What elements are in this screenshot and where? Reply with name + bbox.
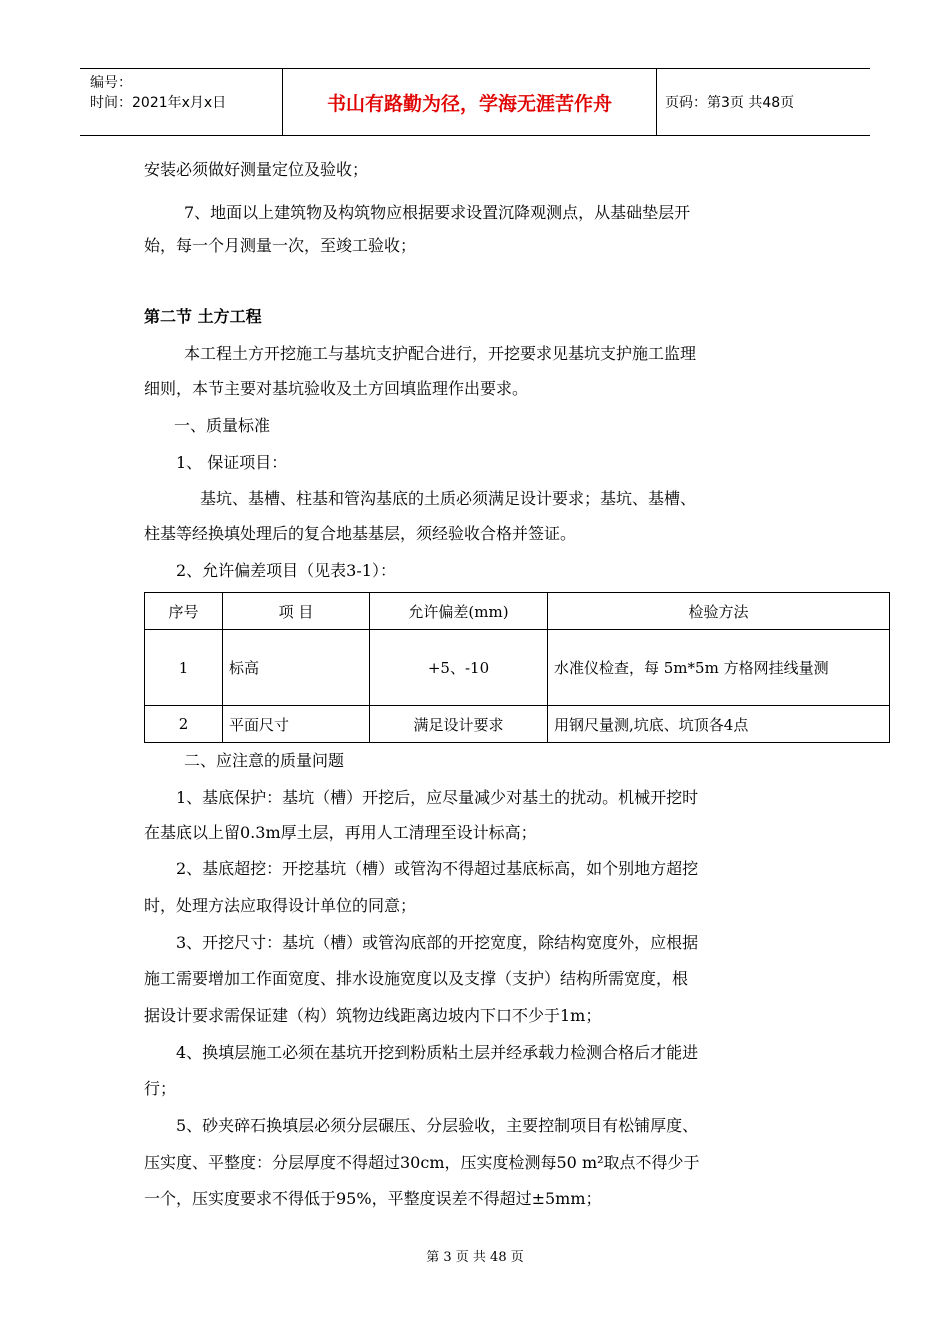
document-number-label: 编号：: [90, 75, 132, 91]
issue-3-line-1: 3、开挖尺寸：基坑（槽）或管沟底部的开挖宽度，除结构宽度外，应根据: [176, 933, 699, 952]
tolerance-heading: 2、允许偏差项目（见表3-1）：: [176, 561, 396, 580]
page-header: [80, 68, 870, 136]
issue-4-line-2: 行；: [144, 1079, 177, 1098]
issue-5-line-1: 5、砂夹碎石换填层必须分层碾压、分层验收，主要控制项目有松铺厚度、: [176, 1116, 699, 1135]
table-header-cell: 序号: [145, 593, 223, 630]
issue-4-line-1: 4、换填层施工必须在基坑开挖到粉质粘土层并经承载力检测合格后才能进: [176, 1043, 699, 1062]
table-cell: 平面尺寸: [223, 706, 370, 743]
paragraph-line: 安装必须做好测量定位及验收；: [144, 160, 369, 179]
issue-2-line-1: 2、基底超挖：开挖基坑（槽）或管沟不得超过基底标高，如个别地方超挖: [176, 859, 699, 878]
table-header-row: [145, 593, 890, 630]
table-header-cell: 允许偏差(mm): [370, 593, 548, 630]
table-cell: 1: [145, 630, 223, 706]
header-motto: 书山有路勤为径，学海无涯苦作舟: [283, 69, 657, 135]
table-cell: 用钢尺量测,坑底、坑顶各4点: [548, 706, 890, 743]
header-page-info: 页码：第3页 共48页: [665, 95, 795, 111]
table-header-cell: 项 目: [223, 593, 370, 630]
table-cell: 标高: [223, 630, 370, 706]
tolerance-table: [144, 592, 890, 743]
document-date-label: 时间：2021年x月x日: [90, 95, 227, 111]
issue-1-line-2: 在基底以上留0.3m厚土层，再用人工清理至设计标高；: [144, 823, 537, 842]
header-meta: [80, 69, 283, 135]
item-7-line-1: 7、地面以上建筑物及构筑物应根据要求设置沉降观测点，从基础垫层开: [184, 203, 691, 222]
issue-3-line-3: 据设计要求需保证建（构）筑物边线距离边坡内下口不少于1m；: [144, 1006, 602, 1025]
intro-line-2: 细则，本节主要对基坑验收及土方回填监理作出要求。: [144, 379, 529, 398]
intro-line-1: 本工程土方开挖施工与基坑支护配合进行，开挖要求见基坑支护施工监理: [184, 344, 697, 363]
table-row: [145, 630, 890, 706]
issue-3-line-2: 施工需要增加工作面宽度、排水设施宽度以及支撑（支护）结构所需宽度，根: [144, 969, 689, 988]
guarantee-line-2: 柱基等经换填处理后的复合地基基层，须经验收合格并签证。: [144, 524, 577, 543]
table-cell: 水准仪检查，每 5m*5m 方格网挂线量测: [548, 630, 890, 706]
table-header-cell: 检验方法: [548, 593, 890, 630]
issues-heading: 二、应注意的质量问题: [184, 751, 345, 770]
issue-2-line-2: 时，处理方法应取得设计单位的同意；: [144, 896, 417, 915]
table-cell: 2: [145, 706, 223, 743]
item-7-line-2: 始，每一个月测量一次，至竣工验收；: [144, 236, 417, 255]
table-cell: 满足设计要求: [370, 706, 548, 743]
section-title: 第二节 土方工程: [144, 307, 262, 326]
guarantee-heading: 1、 保证项目：: [176, 453, 288, 472]
issue-5-line-2: 压实度、平整度：分层厚度不得超过30cm，压实度检测每50 m²取点不得少于: [144, 1153, 700, 1172]
page-footer: 第 3 页 共 48 页: [426, 1250, 524, 1265]
issue-1-line-1: 1、基底保护：基坑（槽）开挖后，应尽量减少对基土的扰动。机械开挖时: [176, 788, 699, 807]
issue-5-line-3: 一个，压实度要求不得低于95%，平整度误差不得超过±5mm；: [144, 1189, 602, 1208]
guarantee-line-1: 基坑、基槽、柱基和管沟基底的土质必须满足设计要求；基坑、基槽、: [200, 489, 697, 508]
quality-heading: 一、质量标准: [174, 416, 271, 435]
table-cell: +5、-10: [370, 630, 548, 706]
table-row: [145, 706, 890, 743]
